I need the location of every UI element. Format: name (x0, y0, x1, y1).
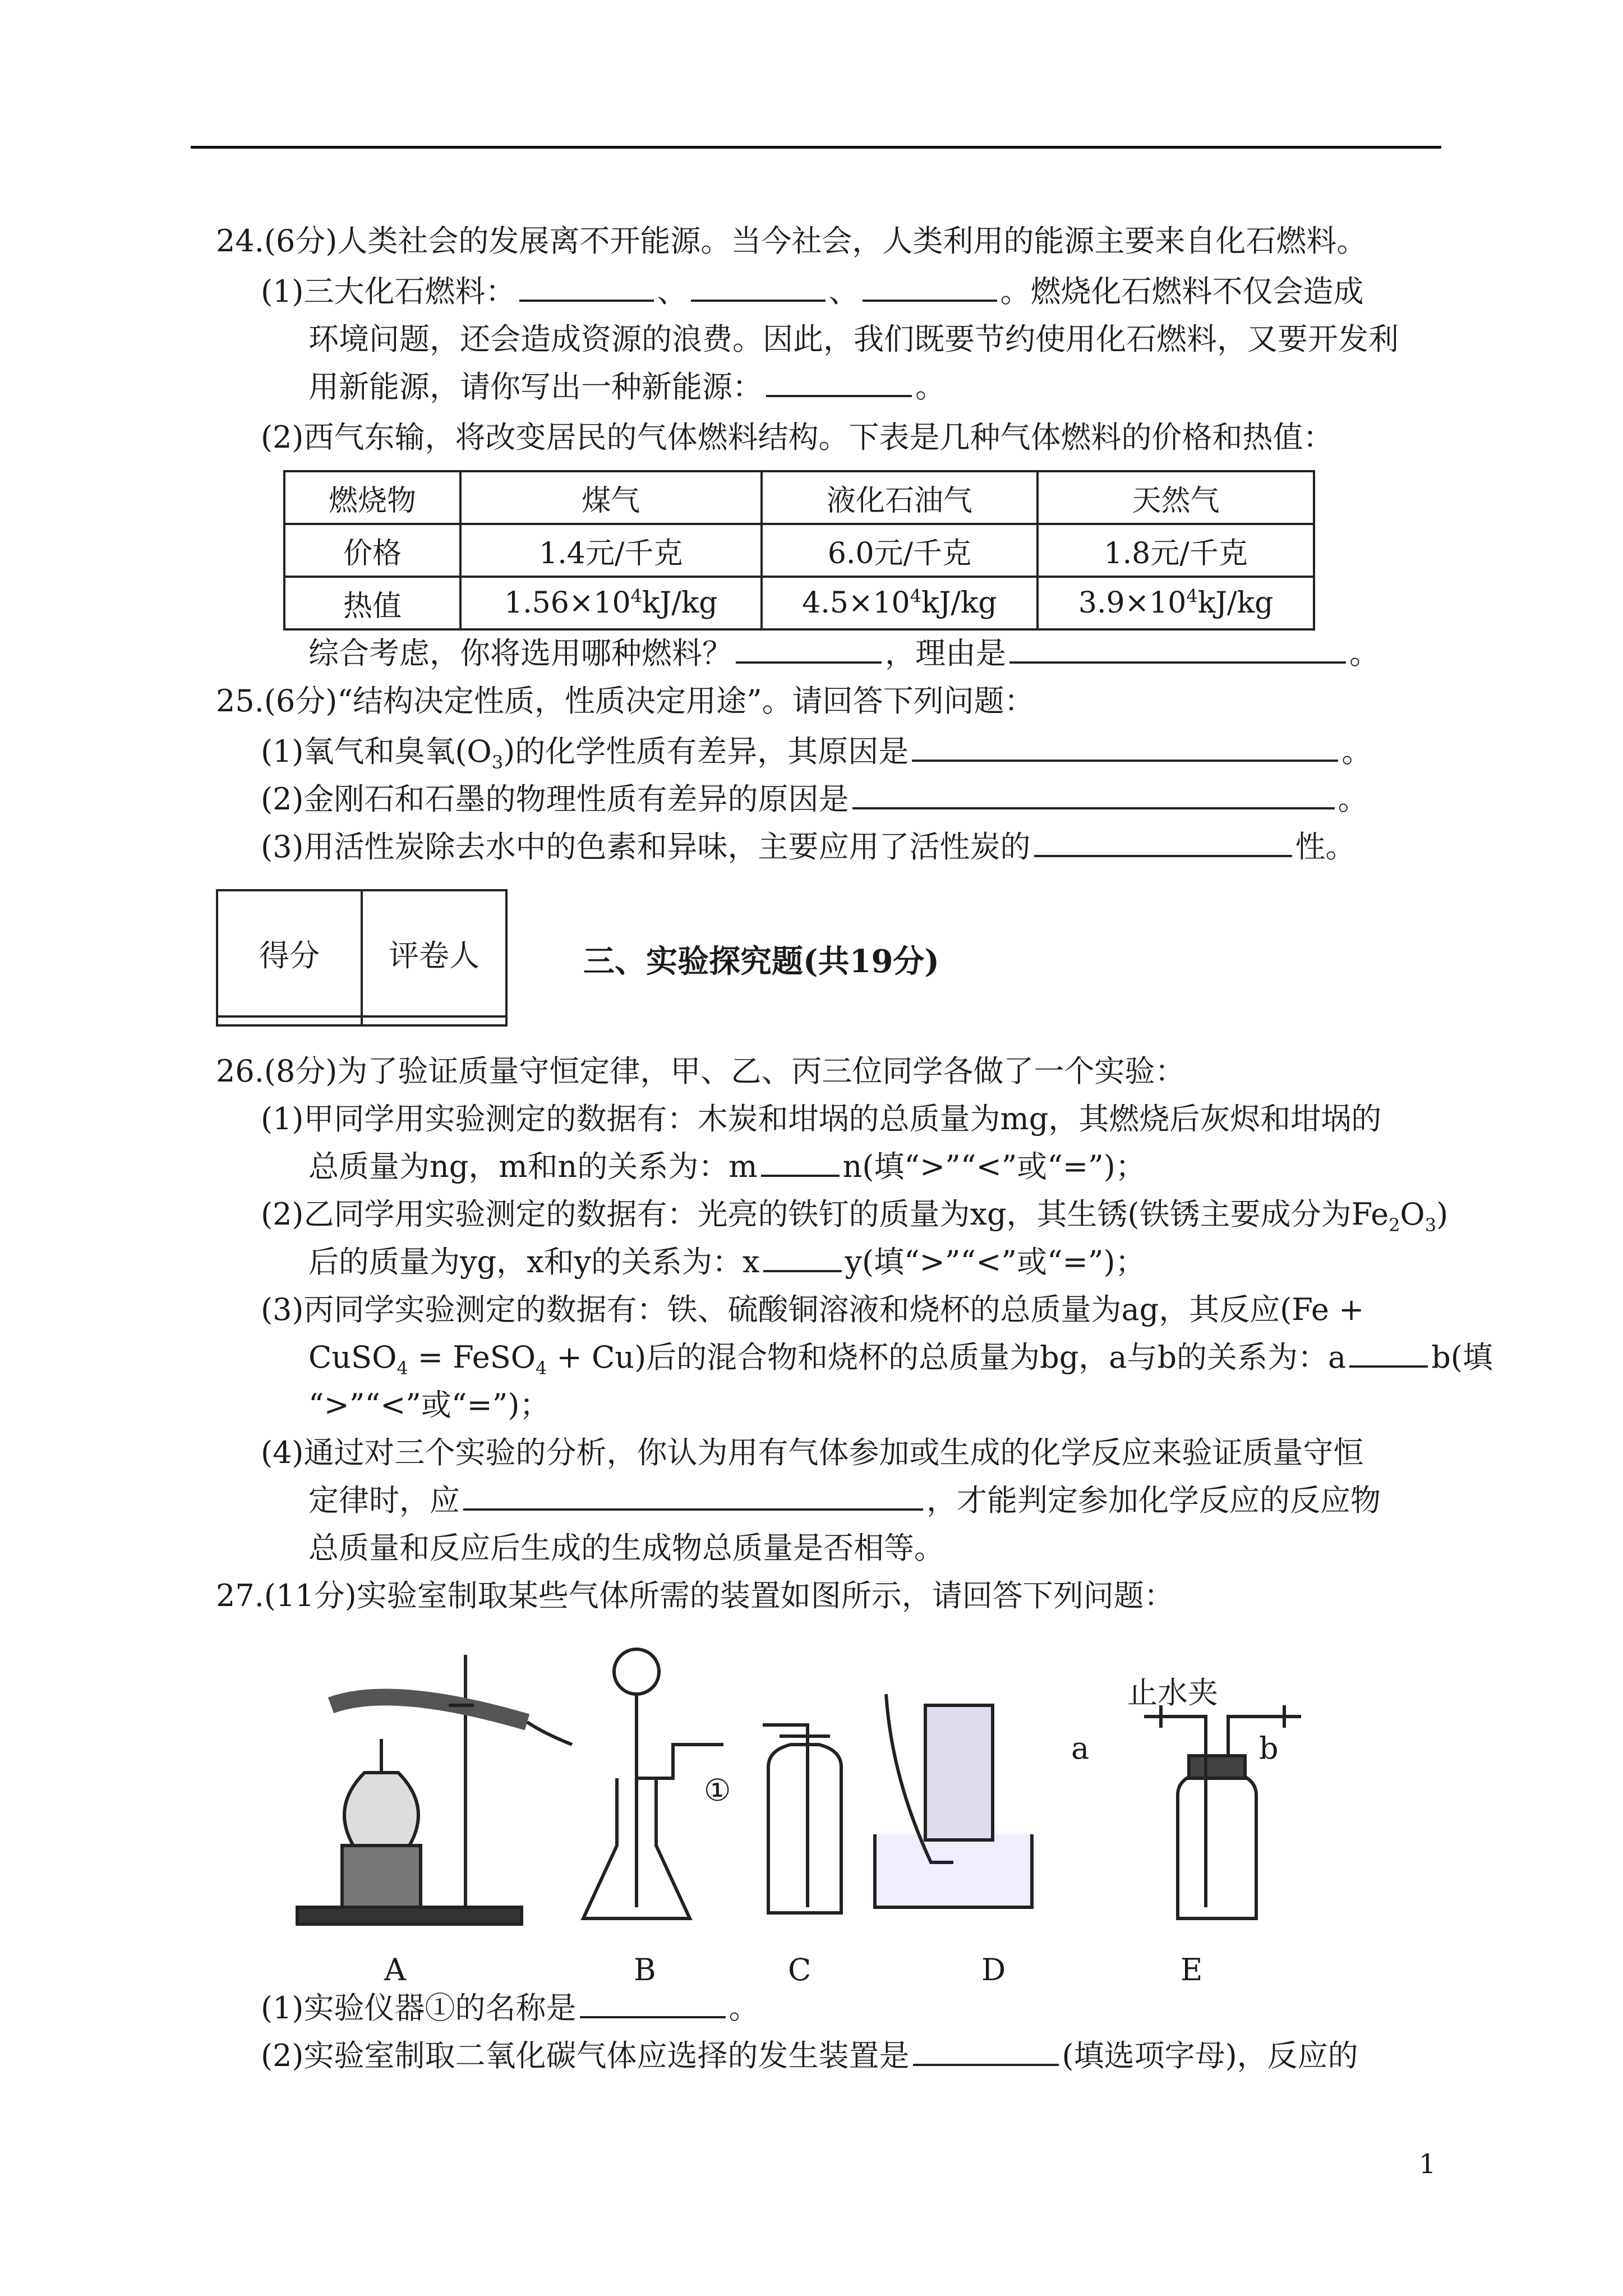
q24-part1-line3: 用新能源，请你写出一种新能源： 。 (308, 369, 946, 404)
q25-blank-1[interactable] (912, 735, 1338, 762)
figure-label-a: A (384, 1952, 406, 1987)
figure-marker-1: ① (704, 1773, 731, 1808)
apparatus-d (875, 1694, 1032, 1907)
table-cell: 1.8元/千克 (1038, 524, 1314, 577)
q26-part1-line2: 总质量为ng，m和n的关系为：m n(填“>”“<”或“=”)； (308, 1149, 1146, 1184)
figure-label-d: D (981, 1952, 1006, 1987)
table-cell: $1.56\times 10^4kJ/kg$ (460, 577, 762, 629)
q25-stem: 25.(6分)“结构决定性质，性质决定用途”。请回答下列问题： (216, 683, 1035, 719)
table-cell: 6.0元/千克 (762, 524, 1038, 577)
q26-part2-line2: 后的质量为yg，x和y的关系为：x y(填“>”“<”或“=”)； (308, 1244, 1146, 1280)
figure-port-a: a (1071, 1731, 1090, 1766)
table-cell: 液化石油气 (762, 471, 1038, 524)
table-cell: $3.9\times 10^4kJ/kg$ (1038, 577, 1314, 629)
q24-blank-new-energy[interactable] (766, 370, 912, 397)
q24-stem: 24.(6分)人类社会的发展离不开能源。当今社会，人类利用的能源主要来自化石燃料。 (216, 223, 1367, 259)
q25-part2: (2)金刚石和石墨的物理性质有差异的原因是 。 (261, 781, 1368, 817)
score-field[interactable] (217, 1016, 362, 1025)
table-cell: 煤气 (460, 471, 762, 524)
q25-part1: (1)氧气和臭氧$(O_3)$的化学性质有差异，其原因是 。 (261, 734, 1372, 773)
q26-part2-line1: (2)乙同学用实验测定的数据有：光亮的铁钉的质量为xg，其生锈(铁锈主要成分为$Fe_2O_3$) (261, 1197, 1449, 1236)
q26-stem: 26.(8分)为了验证质量守恒定律，甲、乙、丙三位同学各做了一个实验： (216, 1053, 1186, 1089)
figure-label-c: C (788, 1952, 811, 1987)
q27-stem: 27.(11分)实验室制取某些气体所需的装置如图所示，请回答下列问题： (216, 1578, 1174, 1613)
fuel-table (283, 470, 1315, 631)
grader-label: 评卷人 (362, 890, 506, 1016)
q27-blank-2[interactable] (913, 2039, 1059, 2066)
score-box (216, 889, 508, 1027)
figure-label-b: B (634, 1952, 656, 1987)
q26-part4-line3: 总质量和反应后生成的生成物总质量是否相等。 (308, 1530, 944, 1566)
q27-part1: (1)实验仪器①的名称是 。 (261, 1990, 759, 2026)
q26-part1-line1: (1)甲同学用实验测定的数据有：木炭和坩埚的总质量为mg，其燃烧后灰烬和坩埚的 (261, 1101, 1382, 1137)
q26-part3-line2: CuSO$_4$ = FeSO$_4$ + Cu)后的混合物和烧杯的总质量为bg，a与b的关系为：a b(填 (308, 1340, 1493, 1379)
figure-port-b: b (1259, 1731, 1279, 1766)
apparatus-b (583, 1649, 723, 1918)
q26-blank-2[interactable] (763, 1245, 842, 1272)
q24-blank-fuel3[interactable] (863, 275, 997, 302)
q24-part2: (2)西气东输，将改变居民的气体燃料结构。下表是几种气体燃料的价格和热值： (261, 420, 1334, 455)
table-row-price (284, 524, 1314, 577)
q26-blank-1[interactable] (761, 1150, 840, 1177)
q26-part3-line3: “>”“<”或“=”)； (308, 1387, 550, 1423)
q25-blank-3[interactable] (1034, 830, 1292, 857)
table-cell: $4.5\times 10^4kJ/kg$ (762, 577, 1038, 629)
q26-part4-line2: 定律时，应 ，才能判定参加化学反应的反应物 (308, 1483, 1381, 1518)
page-number: 1 (1419, 2148, 1436, 2180)
table-cell: 天然气 (1038, 471, 1314, 524)
q26-part3-line1: (3)丙同学实验测定的数据有：铁、硫酸铜溶液和烧杯的总质量为ag，其反应(Fe + (261, 1292, 1364, 1327)
table-row-heat (284, 577, 1314, 629)
section-title: 三、实验探究题(共19分) (583, 943, 939, 980)
figure-clip-label: 止水夹 (1127, 1675, 1218, 1710)
q27-blank-1[interactable] (580, 1991, 726, 2018)
q24-blank-reason[interactable] (1009, 637, 1346, 664)
table-row-header (284, 471, 1314, 524)
header-rule (191, 146, 1441, 149)
q24-part1-line2: 环境问题，还会造成资源的浪费。因此，我们既要节约使用化石燃料，又要开发利 (308, 321, 1399, 357)
table-cell: 价格 (284, 524, 460, 577)
table-cell: 1.4元/千克 (460, 524, 762, 577)
q26-part4-line1: (4)通过对三个实验的分析，你认为用有气体参加或生成的化学反应来验证质量守恒 (261, 1435, 1364, 1470)
q24-part1-line1: (1)三大化石燃料： 、 、 。燃烧化石燃料不仅会造成 (261, 274, 1364, 309)
table-cell: 燃烧物 (284, 471, 460, 524)
figure-label-e: E (1181, 1952, 1203, 1987)
apparatus-c (763, 1725, 841, 1913)
grader-field[interactable] (362, 1016, 506, 1025)
score-label: 得分 (217, 890, 362, 1016)
q24-part3: 综合考虑，你将选用哪种燃料？ ，理由是 。 (308, 636, 1380, 671)
q24-p1-label: (1)三大化石燃料： (261, 274, 516, 309)
apparatus-a (297, 1655, 572, 1924)
q24-blank-choice[interactable] (736, 637, 882, 664)
q26-blank-4[interactable] (463, 1484, 923, 1511)
q24-blank-fuel1[interactable] (519, 275, 654, 302)
q25-part3: (3)用活性炭除去水中的色素和异味，主要应用了活性炭的 性。 (261, 829, 1356, 864)
q25-blank-2[interactable] (852, 783, 1335, 809)
q26-blank-3[interactable] (1349, 1341, 1428, 1368)
table-cell: 热值 (284, 577, 460, 629)
q27-part2: (2)实验室制取二氧化碳气体应选择的发生装置是 (填选项字母)，反应的 (261, 2038, 1358, 2073)
q24-blank-fuel2[interactable] (691, 275, 826, 302)
